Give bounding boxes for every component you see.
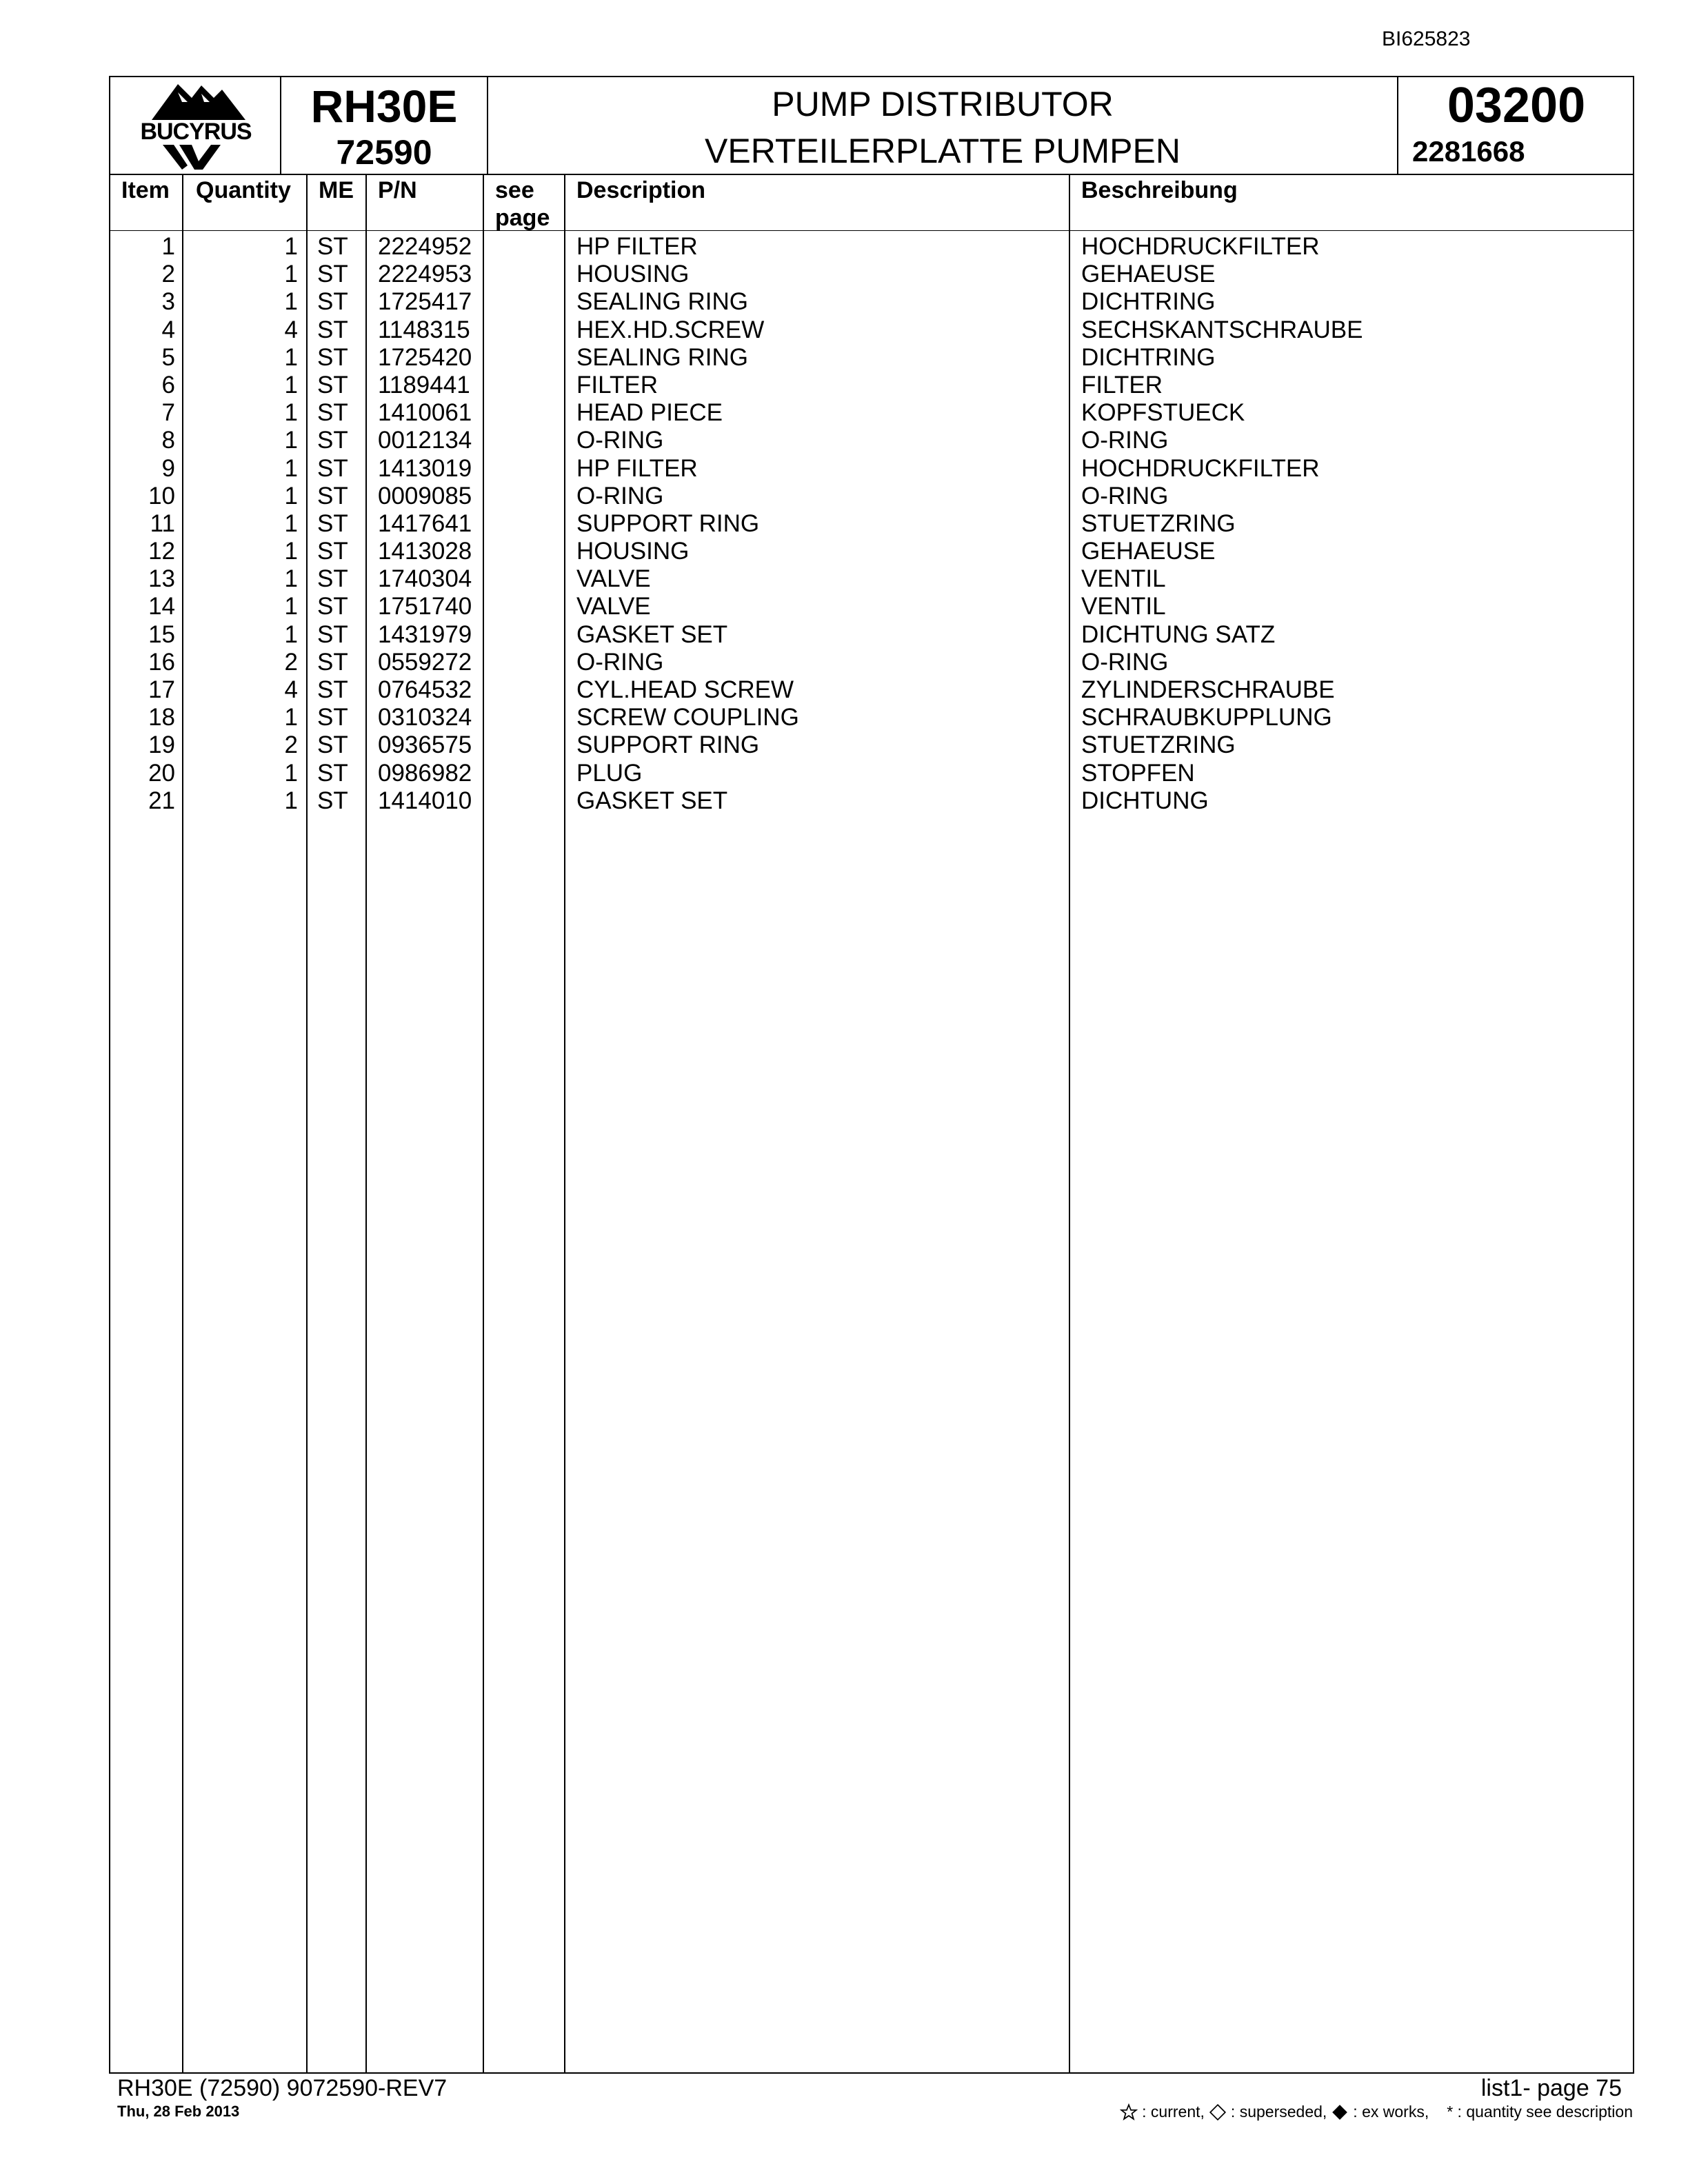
part-number-cell: 1413019 [378,454,472,482]
item-cell: 2 [161,261,175,288]
quantity-cell: 1 [284,454,298,482]
part-number-cell: 0559272 [378,648,472,676]
beschreibung-cell: ZYLINDERSCHRAUBE [1081,676,1335,703]
title-cell [488,77,1398,174]
item-cell: 20 [148,759,175,787]
description-cell: O-RING [576,427,664,454]
quantity-cell: 2 [284,731,298,759]
col-header-quantity: Quantity [196,177,291,203]
table-row [110,593,1633,620]
unit-cell: ST [317,399,348,427]
quantity-cell: 1 [284,538,298,565]
description-cell: GASKET SET [576,620,728,648]
group-part-number: 2281668 [1412,135,1525,168]
model-number: 72590 [336,133,432,172]
unit-cell: ST [317,316,348,343]
beschreibung-cell: O-RING [1081,427,1169,454]
bucyrus-logo [110,77,281,174]
quantity-cell: 2 [284,648,298,676]
footer-page-number: list1- page 75 [1480,2075,1622,2101]
beschreibung-cell: DICHTUNG [1081,787,1209,814]
quantity-cell: 4 [284,676,298,703]
part-number-cell: 1751740 [378,593,472,620]
part-number-cell: 1740304 [378,565,472,593]
col-header-me: ME [319,177,354,203]
quantity-cell: 1 [284,787,298,814]
beschreibung-cell: DICHTRING [1081,288,1216,316]
table-row [110,483,1633,510]
beschreibung-cell: O-RING [1081,648,1169,676]
table-row [110,372,1633,399]
description-cell: SCREW COUPLING [576,704,799,731]
quantity-cell: 1 [284,620,298,648]
description-cell: SEALING RING [576,288,748,316]
part-number-cell: 1417641 [378,509,472,537]
item-cell: 13 [148,565,175,593]
model-name: RH30E [310,81,458,132]
unit-cell: ST [317,343,348,371]
beschreibung-cell: GEHAEUSE [1081,261,1216,288]
table-row [110,261,1633,288]
beschreibung-cell: KOPFSTUECK [1081,399,1245,427]
table-row [110,731,1633,759]
part-number-cell: 1414010 [378,787,472,814]
beschreibung-cell: STUETZRING [1081,731,1236,759]
beschreibung-cell: STUETZRING [1081,509,1236,537]
parts-list-frame [109,76,1634,2074]
footer-document-ref: RH30E (72590) 9072590-REV7 [117,2075,448,2101]
part-number-cell: 1410061 [378,399,472,427]
table-row [110,760,1633,787]
table-row [110,233,1633,261]
item-cell: 18 [148,704,175,731]
table-row [110,427,1633,454]
part-number-cell: 0764532 [378,676,472,703]
part-number-cell: 1725417 [378,288,472,316]
description-cell: PLUG [576,759,643,787]
unit-cell: ST [317,371,348,398]
quantity-cell: 1 [284,288,298,316]
part-number-cell: 1189441 [378,371,470,398]
quantity-cell: 1 [284,371,298,398]
item-cell: 14 [148,593,175,620]
beschreibung-cell: O-RING [1081,482,1169,509]
beschreibung-cell: VENTIL [1081,593,1166,620]
table-row [110,288,1633,316]
unit-cell: ST [317,593,348,620]
description-cell: HP FILTER [576,454,698,482]
item-cell: 16 [148,648,175,676]
item-cell: 17 [148,676,175,703]
quantity-cell: 1 [284,759,298,787]
item-cell: 4 [161,316,175,343]
item-cell: 9 [161,454,175,482]
table-row [110,399,1633,427]
table-row [110,538,1633,565]
table-row [110,316,1633,344]
col-header-see: see [495,177,534,203]
description-cell: HOUSING [576,261,690,288]
group-number: 03200 [1447,78,1586,133]
model-cell [281,77,488,174]
part-number-cell: 0986982 [378,759,472,787]
description-cell: HEAD PIECE [576,399,723,427]
unit-cell: ST [317,509,348,537]
unit-cell: ST [317,261,348,288]
description-cell: HOUSING [576,538,690,565]
diamond-outline-icon [1209,2103,1227,2121]
description-cell: SUPPORT RING [576,509,760,537]
quantity-cell: 1 [284,482,298,509]
item-cell: 15 [148,620,175,648]
description-cell: CYL.HEAD SCREW [576,676,794,703]
footer-date: Thu, 28 Feb 2013 [117,2103,240,2120]
unit-cell: ST [317,454,348,482]
item-cell: 7 [161,399,175,427]
group-cell [1398,77,1634,174]
quantity-cell: 1 [284,399,298,427]
table-row [110,344,1633,372]
parts-table-body [110,233,1633,815]
beschreibung-cell: GEHAEUSE [1081,538,1216,565]
part-number-cell: 0310324 [378,704,472,731]
beschreibung-cell: FILTER [1081,371,1163,398]
description-cell: SEALING RING [576,343,748,371]
unit-cell: ST [317,731,348,759]
unit-cell: ST [317,648,348,676]
page-title-english: PUMP DISTRIBUTOR [772,85,1114,123]
table-row [110,510,1633,538]
quantity-cell: 1 [284,593,298,620]
description-cell: HP FILTER [576,233,698,260]
unit-cell: ST [317,288,348,316]
part-number-cell: 1413028 [378,538,472,565]
item-cell: 11 [150,509,175,537]
item-cell: 3 [161,288,175,316]
part-number-cell: 1725420 [378,343,472,371]
item-cell: 8 [161,427,175,454]
table-row [110,455,1633,483]
item-cell: 6 [161,371,175,398]
description-cell: O-RING [576,482,664,509]
col-header-see-page [495,176,550,232]
table-row [110,676,1633,704]
logo-text: BUCYRUS [140,119,252,145]
description-cell: HEX.HD.SCREW [576,316,765,343]
star-outline-icon [1120,2103,1138,2121]
col-header-item: Item [121,177,170,203]
table-row [110,704,1633,731]
legend [1120,2103,1633,2121]
description-cell: VALVE [576,593,651,620]
part-number-cell: 2224953 [378,261,472,288]
unit-cell: ST [317,427,348,454]
table-row [110,787,1633,815]
unit-cell: ST [317,759,348,787]
beschreibung-cell: DICHTRING [1081,343,1216,371]
legend-superseded: : superseded, [1230,2103,1327,2121]
unit-cell: ST [317,620,348,648]
part-number-cell: 1148315 [378,316,470,343]
item-cell: 19 [148,731,175,759]
part-number-cell: 2224952 [378,233,472,260]
quantity-cell: 1 [284,704,298,731]
col-header-page: page [495,205,550,231]
beschreibung-cell: SECHSKANTSCHRAUBE [1081,316,1363,343]
unit-cell: ST [317,565,348,593]
item-cell: 5 [161,343,175,371]
unit-cell: ST [317,676,348,703]
item-cell: 12 [148,538,175,565]
unit-cell: ST [317,482,348,509]
legend-ex-works: : ex works, [1353,2103,1429,2121]
unit-cell: ST [317,538,348,565]
beschreibung-cell: HOCHDRUCKFILTER [1081,454,1320,482]
col-header-description: Description [576,177,706,203]
table-row [110,649,1633,676]
column-headers [110,174,1633,231]
item-cell: 10 [148,482,175,509]
description-cell: VALVE [576,565,651,593]
unit-cell: ST [317,704,348,731]
beschreibung-cell: STOPFEN [1081,759,1195,787]
quantity-cell: 1 [284,565,298,593]
col-header-beschreibung: Beschreibung [1081,177,1238,203]
header-band [110,77,1633,175]
beschreibung-cell: DICHTUNG SATZ [1081,620,1276,648]
diamond-filled-icon [1331,2103,1349,2121]
logo-cell [110,77,281,174]
quantity-cell: 4 [284,316,298,343]
part-number-cell: 0012134 [378,427,472,454]
legend-current: : current, [1142,2103,1205,2121]
document-id: BI625823 [1382,28,1471,50]
beschreibung-cell: VENTIL [1081,565,1166,593]
description-cell: FILTER [576,371,658,398]
unit-cell: ST [317,233,348,260]
quantity-cell: 1 [284,233,298,260]
table-row [110,621,1633,649]
page-title-german: VERTEILERPLATTE PUMPEN [705,132,1180,170]
item-cell: 21 [148,787,175,814]
unit-cell: ST [317,787,348,814]
item-cell: 1 [161,233,175,260]
quantity-cell: 1 [284,261,298,288]
beschreibung-cell: SCHRAUBKUPPLUNG [1081,704,1332,731]
legend-quantity: * : quantity see description [1447,2103,1633,2121]
quantity-cell: 1 [284,509,298,537]
quantity-cell: 1 [284,343,298,371]
description-cell: GASKET SET [576,787,728,814]
beschreibung-cell: HOCHDRUCKFILTER [1081,233,1320,260]
quantity-cell: 1 [284,427,298,454]
col-header-pn: P/N [378,177,417,203]
part-number-cell: 1431979 [378,620,472,648]
part-number-cell: 0936575 [378,731,472,759]
table-row [110,565,1633,593]
part-number-cell: 0009085 [378,482,472,509]
description-cell: SUPPORT RING [576,731,760,759]
description-cell: O-RING [576,648,664,676]
